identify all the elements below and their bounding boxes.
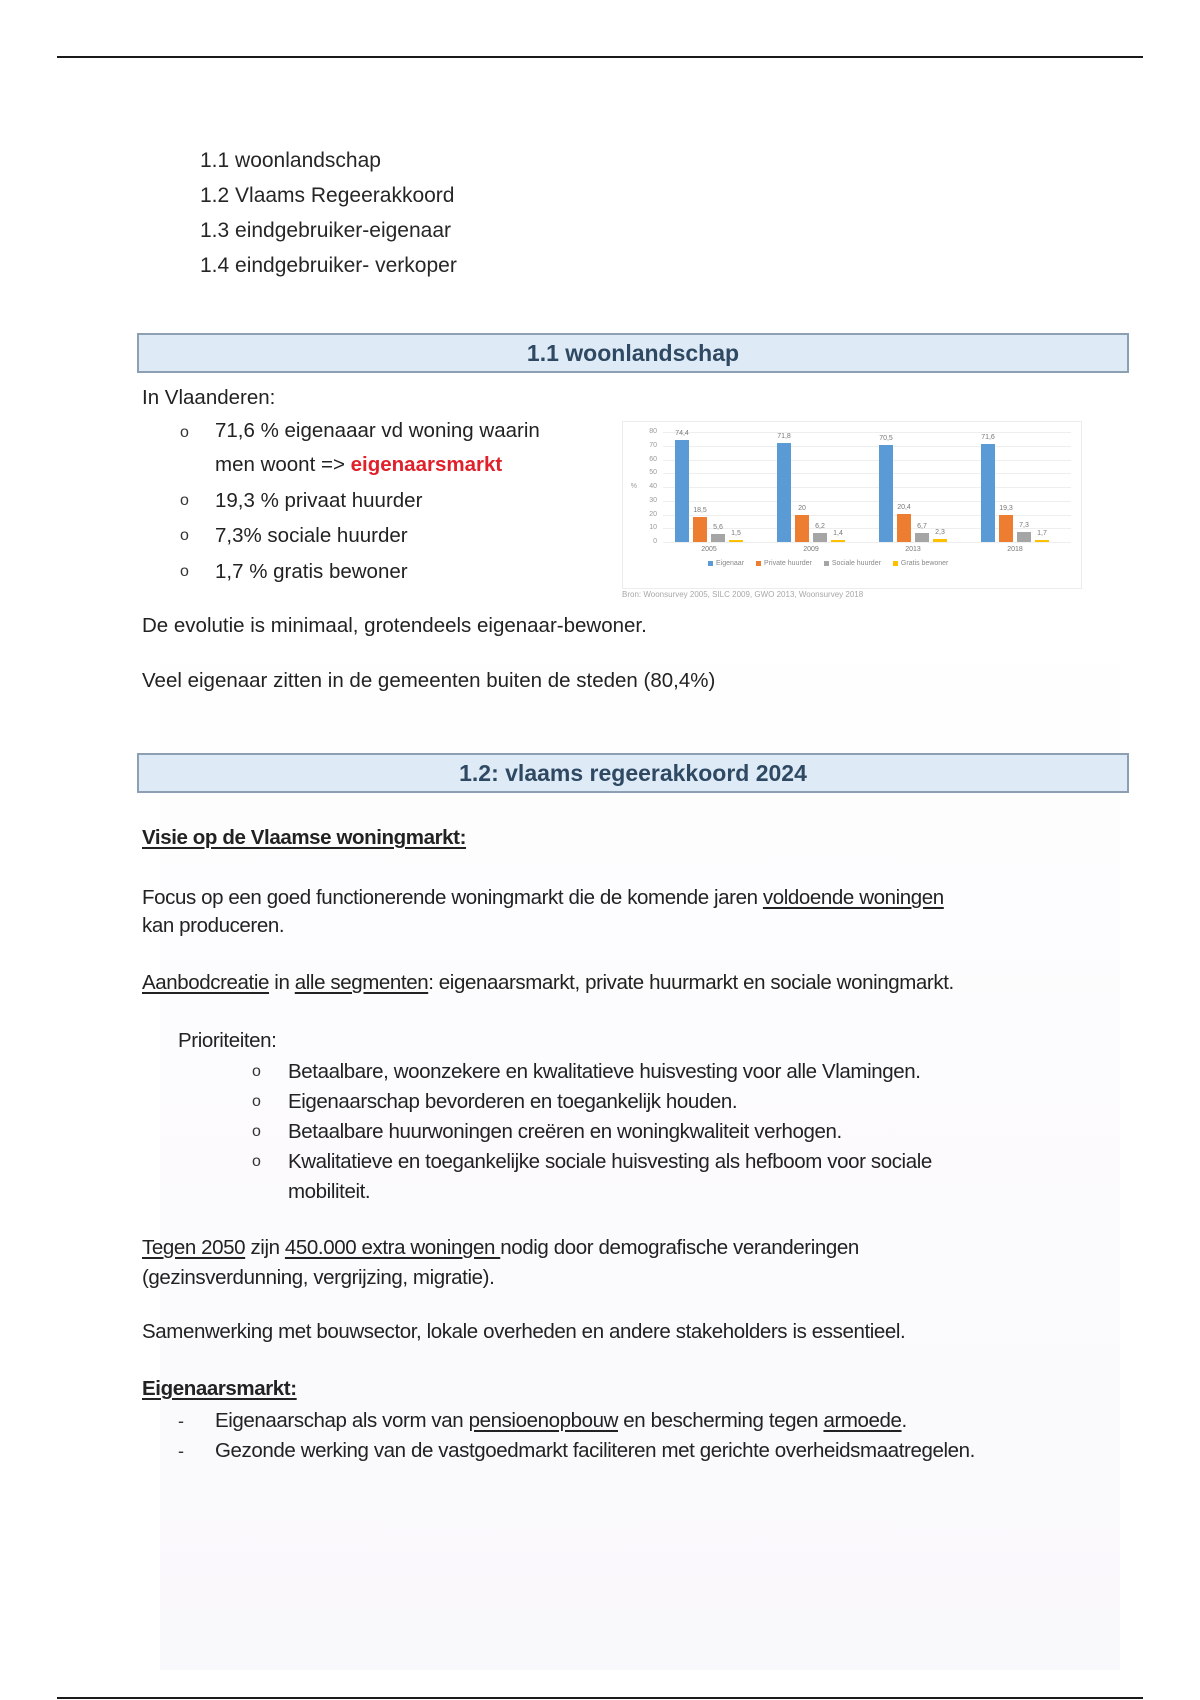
bar-value-label: 6,7 — [917, 522, 927, 530]
bar-value-label: 74,4 — [675, 429, 689, 437]
table-of-contents — [200, 143, 457, 283]
paragraph-aanbodcreatie — [142, 971, 954, 995]
gridline — [663, 446, 1071, 447]
paragraph-evolution: De evolutie is minimaal, grotendeels eigenaar-bewoner. — [142, 614, 647, 637]
footer-rule — [57, 1697, 1143, 1699]
text-span: kan produceren. — [142, 914, 285, 937]
header-rule — [57, 56, 1143, 58]
bar — [879, 445, 893, 542]
text-span: Eigenaarschap als vorm van — [215, 1409, 469, 1432]
y-tick-label: 20 — [649, 510, 657, 518]
gridline — [663, 487, 1071, 488]
list-item — [180, 557, 408, 587]
bullet-circle-icon: o — [180, 563, 189, 580]
text-span: . — [901, 1409, 907, 1432]
paragraph-focus — [142, 884, 944, 940]
priorities-label: Prioriteiten: — [178, 1029, 277, 1052]
section-heading-regeerakkoord — [137, 753, 1129, 793]
gridline — [663, 432, 1071, 433]
subheading-visie: Visie op de Vlaamse woningmarkt: — [142, 826, 467, 849]
legend-item: Gratis bewoner — [893, 560, 948, 567]
underlined-text: Tegen 2050 — [142, 1236, 246, 1259]
bar-value-label: 7,3 — [1019, 521, 1029, 529]
list-item — [252, 1057, 921, 1087]
bar — [675, 440, 689, 542]
list-item — [178, 1436, 975, 1466]
legend-item: Sociale huurder — [824, 560, 881, 567]
bar-value-label: 20 — [798, 504, 806, 512]
underlined-text: pensioenopbouw — [468, 1409, 618, 1432]
bar — [777, 443, 791, 542]
text-span: zijn — [245, 1236, 285, 1259]
list-item-text: mobiliteit. — [288, 1180, 371, 1203]
bar — [933, 539, 947, 542]
bullet-circle-icon: o — [180, 492, 189, 509]
bar-value-label: 71,6 — [981, 433, 995, 441]
bullet-circle-icon: o — [180, 424, 189, 441]
subheading-eigenaarsmarkt: Eigenaarsmarkt: — [142, 1377, 297, 1400]
bullet-circle-icon: o — [252, 1063, 261, 1080]
x-tick-label: 2009 — [803, 546, 819, 553]
list-item-text: Betaalbare, woonzekere en kwalitatieve huisvesting voor alle Vlamingen. — [288, 1060, 921, 1083]
y-tick-label: 70 — [649, 441, 657, 449]
text-span: : eigenaarsmarkt, private huurmarkt en sociale woningmarkt. — [428, 971, 954, 994]
toc-item[interactable]: 1.2 Vlaams Regeerakkoord — [200, 184, 455, 207]
list-item — [252, 1087, 737, 1117]
bar — [981, 444, 995, 542]
bar-value-label: 1,7 — [1037, 529, 1047, 537]
underlined-text: Aanbodcreatie — [142, 971, 270, 994]
y-tick-label: 10 — [649, 524, 657, 532]
bar-value-label: 70,5 — [879, 435, 893, 443]
intro-text: In Vlaanderen: — [142, 386, 276, 409]
toc-item[interactable]: 1.3 eindgebruiker-eigenaar — [200, 219, 452, 242]
gridline — [663, 542, 1071, 543]
bar-value-label: 2,3 — [935, 528, 945, 536]
list-item — [180, 521, 408, 551]
toc-item[interactable]: 1.4 eindgebruiker- verkoper — [200, 254, 457, 277]
list-item — [180, 414, 600, 482]
text-span: nodig door demografische veranderingen — [500, 1236, 859, 1259]
bar-value-label: 18,5 — [693, 506, 707, 514]
bar-value-label: 6,2 — [815, 523, 825, 531]
chart-source: Bron: Woonsurvey 2005, SILC 2009, GWO 2013, Woonsurvey 2018 — [622, 590, 864, 599]
y-tick-label: 40 — [649, 483, 657, 490]
section-heading-text: 1.1 woonlandschap — [526, 339, 740, 366]
x-tick-label: 2013 — [905, 546, 921, 553]
y-tick-label: 30 — [649, 496, 657, 504]
dash-bullet-icon: - — [178, 1441, 184, 1461]
y-tick-label: 50 — [649, 469, 657, 477]
list-item-text: 1,7 % gratis bewoner — [215, 560, 408, 583]
legend-item: Eigenaar — [708, 560, 744, 567]
bar-value-label: 71,8 — [777, 433, 791, 441]
dash-bullet-icon: - — [178, 1411, 184, 1431]
bar-value-label: 1,5 — [731, 529, 741, 537]
gridline — [663, 501, 1071, 502]
bar — [729, 540, 743, 542]
legend-swatch-icon — [824, 561, 829, 566]
bar-value-label: 19,3 — [999, 505, 1013, 513]
legend-item: Private huurder — [756, 560, 812, 567]
y-tick-label: 0 — [653, 538, 657, 545]
paragraph-demand-2050 — [142, 1233, 859, 1293]
list-item — [252, 1117, 842, 1147]
paragraph-owners-outside-cities: Veel eigenaar zitten in de gemeenten buiten de steden (80,4%) — [142, 669, 716, 692]
list-item-text: 19,3 % privaat huurder — [215, 489, 423, 512]
chart-legend — [708, 560, 948, 567]
gridline — [663, 473, 1071, 474]
list-item-text: Kwalitatieve en toegankelijke sociale huisvesting als hefboom voor sociale — [288, 1150, 932, 1173]
underlined-text: 450.000 extra woningen — [284, 1236, 501, 1259]
y-tick-label: 60 — [649, 455, 657, 463]
bar — [831, 540, 845, 542]
bullet-circle-icon: o — [252, 1093, 261, 1110]
text-span: in — [269, 971, 295, 994]
bar-value-label: 20,4 — [897, 503, 911, 511]
underlined-text: voldoende woningen — [762, 886, 944, 909]
text-span: en bescherming tegen — [617, 1409, 824, 1432]
x-tick-label: 2018 — [1007, 546, 1023, 553]
y-axis-label: % — [630, 483, 637, 490]
legend-swatch-icon — [893, 561, 898, 566]
list-item — [252, 1147, 932, 1207]
bullet-circle-icon: o — [252, 1153, 261, 1170]
underlined-text: armoede — [823, 1409, 902, 1432]
list-item — [178, 1406, 907, 1436]
housing-tenure-bar-chart — [622, 421, 1082, 589]
bar-value-label: 1,4 — [833, 530, 843, 538]
bar — [1035, 540, 1049, 542]
emphasis-eigenaarsmarkt: eigenaarsmarkt — [350, 453, 503, 476]
list-item-text: Gezonde werking van de vastgoedmarkt faciliteren met gerichte overheidsmaatregelen. — [215, 1439, 975, 1462]
section-heading-text: 1.2: vlaams regeerakkoord 2024 — [459, 759, 807, 786]
x-tick-label: 2005 — [701, 546, 717, 553]
list-item-text: Betaalbare huurwoningen creëren en woningkwaliteit verhogen. — [288, 1120, 842, 1143]
underlined-text: alle segmenten — [294, 971, 429, 994]
legend-swatch-icon — [708, 561, 713, 566]
bullet-circle-icon: o — [252, 1123, 261, 1140]
gridline — [663, 460, 1071, 461]
legend-swatch-icon — [756, 561, 761, 566]
section-heading-woonlandschap — [137, 333, 1129, 373]
toc-item[interactable]: 1.1 woonlandschap — [200, 149, 381, 172]
paragraph-cooperation: Samenwerking met bouwsector, lokale overheden en andere stakeholders is essentieel. — [142, 1320, 906, 1343]
y-tick-label: 80 — [649, 428, 657, 435]
bar-value-label: 5,6 — [713, 524, 723, 532]
text-span: Focus op een goed functionerende woningmarkt die de komende jaren — [142, 886, 763, 909]
list-item-text: men woont => — [215, 453, 351, 476]
list-item-text: 7,3% sociale huurder — [215, 524, 408, 547]
list-item-text: 71,6 % eigenaaar vd woning waarin — [215, 419, 540, 442]
bullet-circle-icon: o — [180, 527, 189, 544]
list-item — [180, 486, 422, 516]
list-item-text: Eigenaarschap bevorderen en toegankelijk houden. — [288, 1090, 738, 1113]
text-span: (gezinsverdunning, vergrijzing, migratie). — [142, 1266, 495, 1289]
